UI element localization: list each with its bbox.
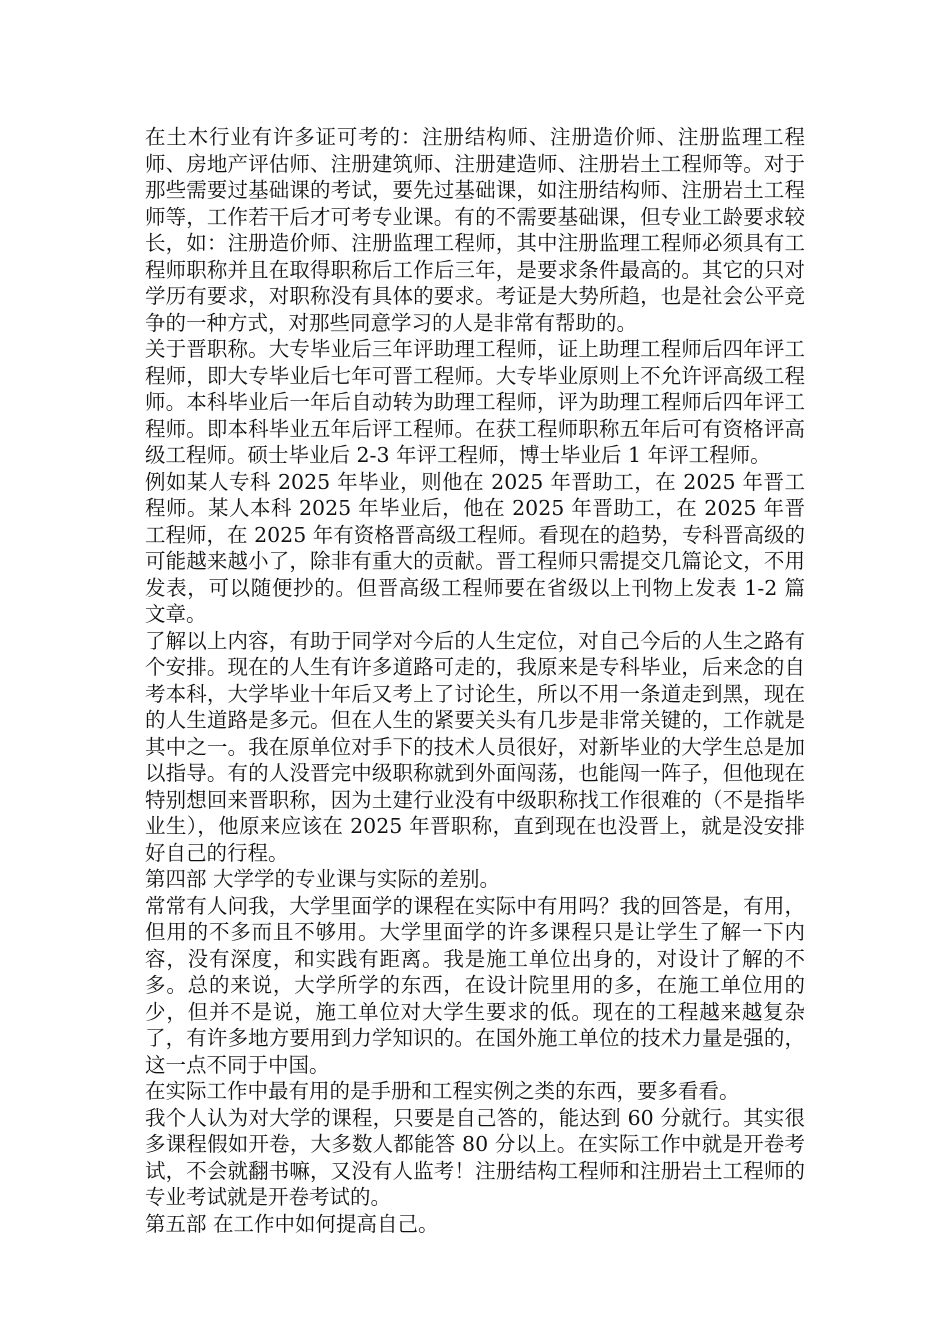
paragraph-certificates: 在土木行业有许多证可考的：注册结构师、注册造价师、注册监理工程师、房地产评估师、注册建筑师、注册建造师、注册岩土工程师等。对于那些需要过基础课的考试，要先过基础课，如注册结构师、注册岩土工程师等，工作若干后才可考专业课。有的不需要基础课，但专业工龄要求较长，如：注册造价师、注册监理工程师，其中注册监理工程师必须具有工程师职称并且在取得职称后工作后三年，是要求条件最高的。其它的只对学历有要求，对职称没有具体的要求。考证是大势所趋，也是社会公平竞争的一种方式，对那些同意学习的人是非常有帮助的。 [145,125,805,335]
paragraph-courses-vs-practice: 常常有人问我，大学里面学的课程在实际中有用吗？我的回答是，有用，但用的不多而且不够用。大学里面学的许多课程只是让学生了解一下内容，没有深度，和实践有距离。我是施工单位出身的，对设计了解的不多。总的来说，大学所学的东西，在设计院里用的多，在施工单位用的少，但并不是说，施工单位对大学生要求的低。现在的工程越来越复杂了，有许多地方要用到力学知识的。在国外施工单位的技术力量是强的，这一点不同于中国。 [145,893,805,1077]
section-heading-part-four: 第四部 大学学的专业课与实际的差别。 [145,867,501,891]
section-heading-part-five: 第五部 在工作中如何提高自己。 [145,1211,439,1236]
paragraph-life-planning: 了解以上内容，有助于同学对今后的人生定位，对自己今后的人生之路有个安排。现在的人生有许多道路可走的，我原来是专科毕业，后来念的自考本科，大学毕业十年后又考上了讨论生，所以不用一条道走到黑，现在的人生道路是多元。但在人生的紧要关头有几步是非常关键的，工作就是其中之一。我在原单位对手下的技术人员很好，对新毕业的大学生总是加以指导。有的人没晋完中级职称就到外面闯荡，也能闯一阵子，但他现在特别想回来晋职称，因为土建行业没有中级职称找工作很难的（不是指毕业生），他原来应该在 2025 年晋职称，直到现在也没晋上，就是没安排好自己的行程。 [145,628,805,865]
paragraph-handbooks: 在实际工作中最有用的是手册和工程实例之类的东西，要多看看。 [145,1079,740,1103]
paragraph-exam-scores: 我个人认为对大学的课程，只要是自己答的，能达到 60 分就行。其实很多课程假如开卷，大多数人都能答 80 分以上。在实际工作中就是开卷考试，不会就翻书嘛，又没有人监考！注册结构工程师和注册岩土工程师的专业考试就是开卷考试的。 [145,1105,805,1209]
paragraph-professional-titles: 关于晋职称。大专毕业后三年评助理工程师，证上助理工程师后四年评工程师，即大专毕业后七年可晋工程师。大专毕业原则上不允许评高级工程师。本科毕业后一年后自动转为助理工程师，评为助理工程师后四年评工程师。即本科毕业五年后评工程师。在获工程师职称五年后可有资格评高级工程师。硕士毕业后 2-3 年评工程师，博士毕业后 1 年评工程师。 [145,337,805,467]
paragraph-title-example: 例如某人专科 2025 年毕业，则他在 2025 年晋助工，在 2025 年晋工程师。某人本科 2025 年毕业后，他在 2025 年晋助工，在 2025 年晋工程师，在 2025 年有资格晋高级工程师。看现在的趋势，专科晋高级的可能越来越小了，除非有重大的贡献。晋工程师只需提交几篇论文，不用发表，可以随便抄的。但晋高级工程师要在省级以上刊物上发表 1-2 篇文章。 [145,469,805,626]
document-body [145,124,805,1237]
